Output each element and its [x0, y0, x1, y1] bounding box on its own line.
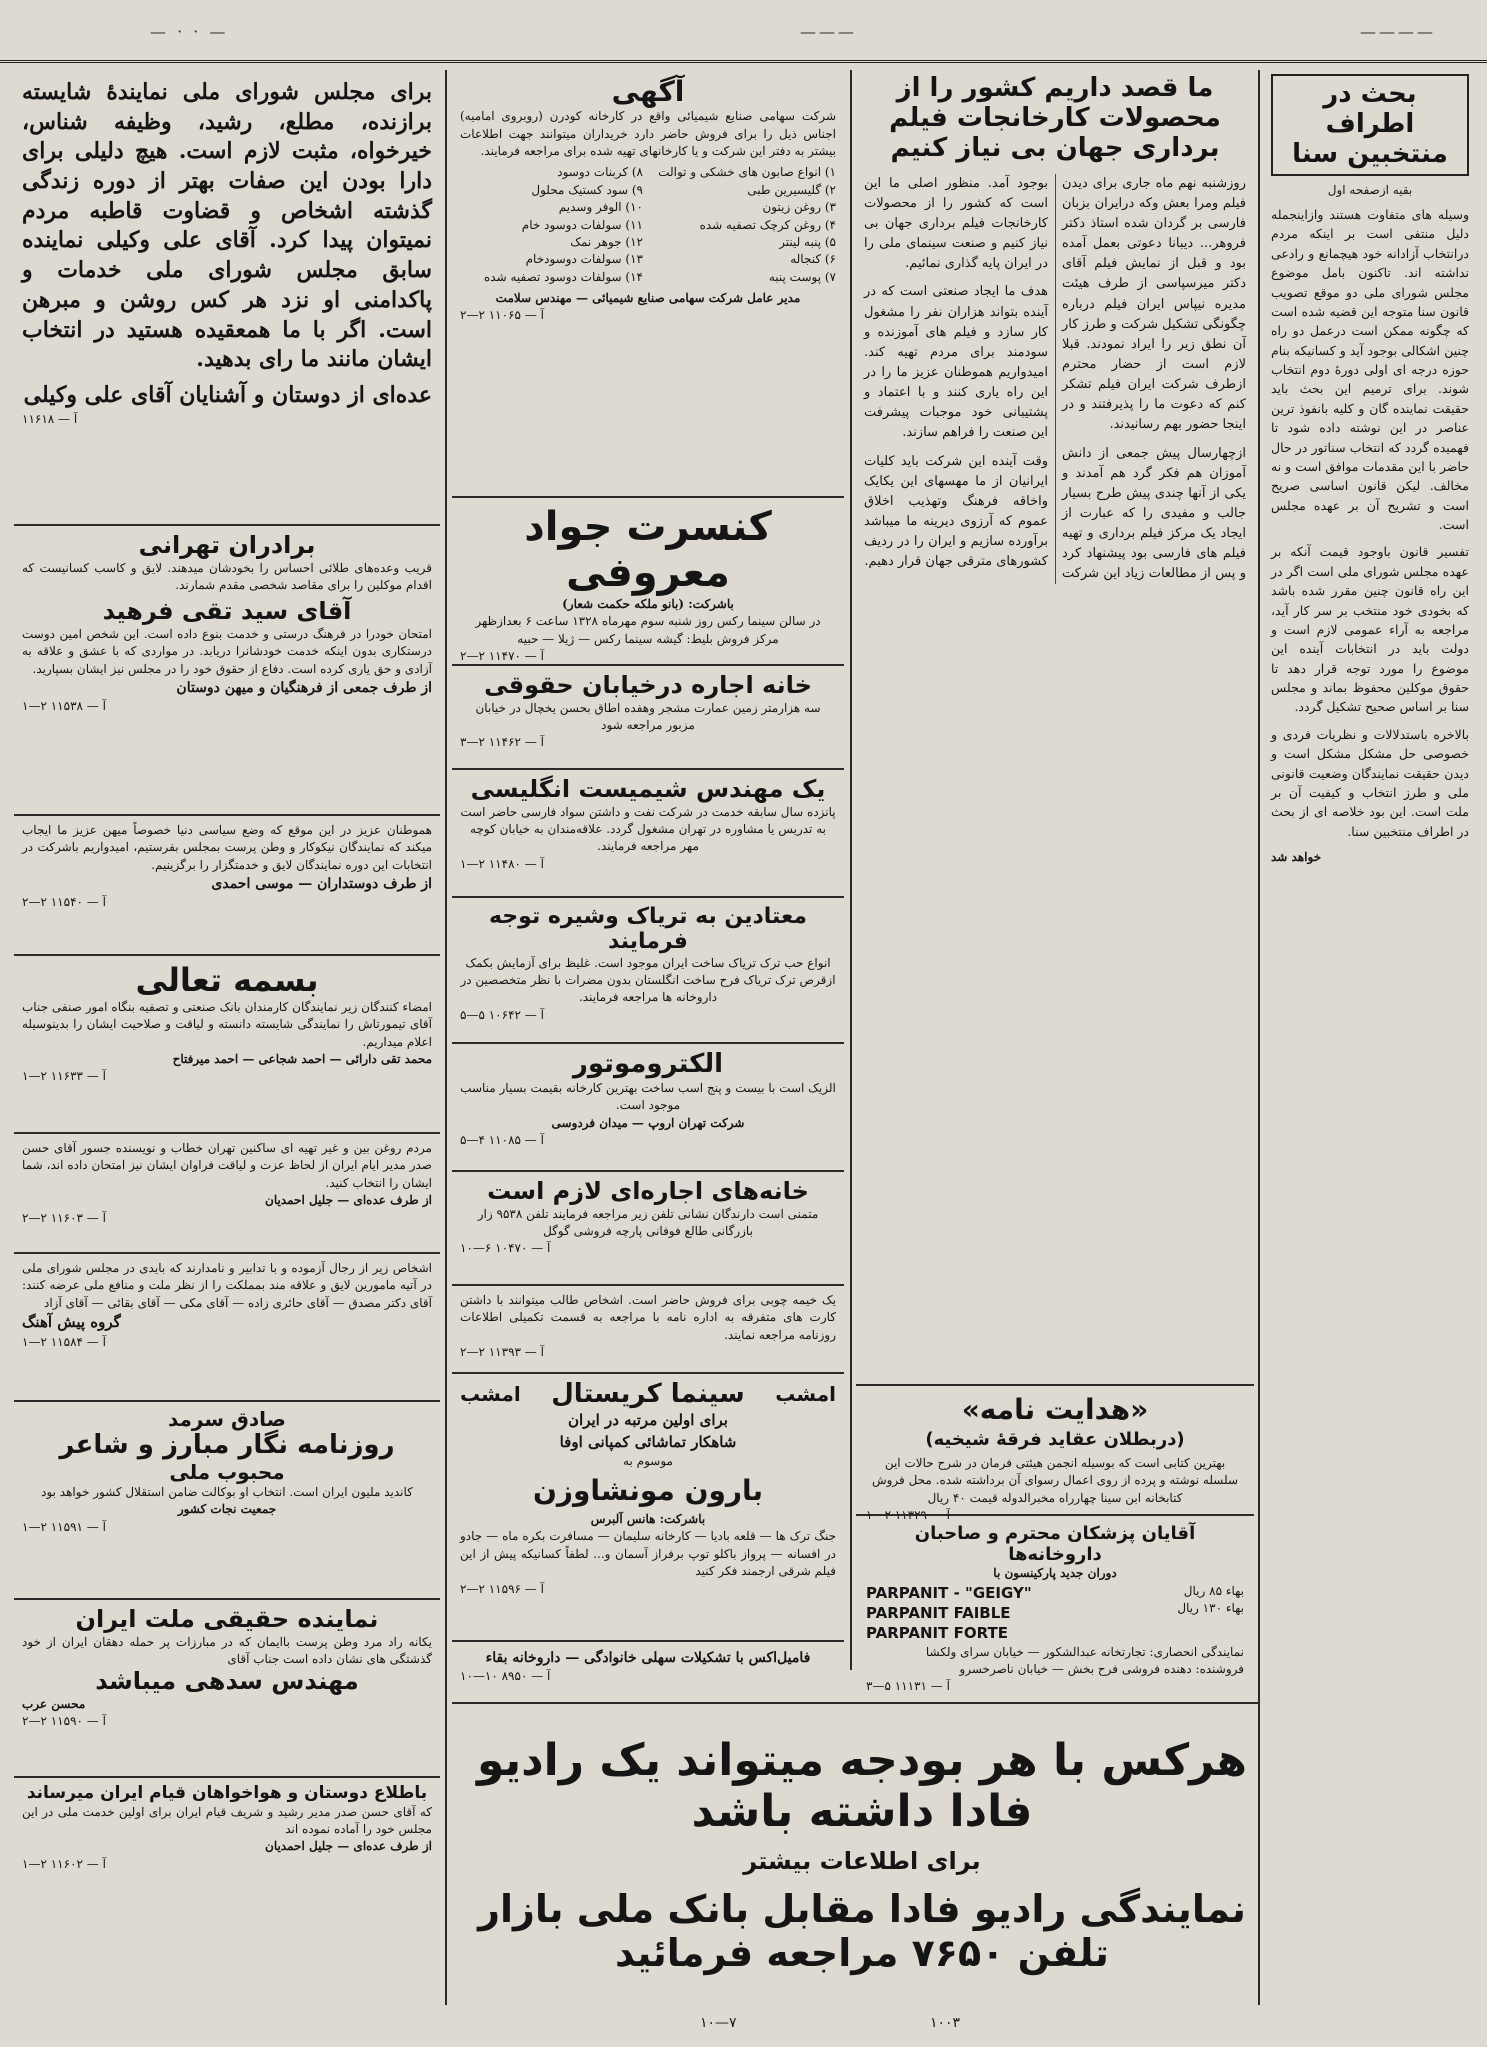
ad-line: برای اولین مرتبه در ایران	[568, 1410, 728, 1429]
ad-code: آ — ۱۱۴۶۲ ۲—۳	[460, 735, 544, 750]
ad-title: بسمه تعالی	[135, 961, 319, 999]
section-rule	[452, 496, 844, 498]
ad-tonight: امشب	[775, 1382, 836, 1407]
section-rule	[452, 768, 844, 770]
ad-body: که آقای حسن صدر مدیر رشید و شریف قیام ایران برای اولین خدمت ملی در این مجلس خود را آماده نموده اند	[22, 1804, 432, 1836]
article-body: روزشنبه نهم ماه جاری برای دیدن فیلم ومرا بعش وکه درایران بزبان فارسی بر گردان شده استاذ دکتر فروهر... دیبانا دعوتی بعمل آمده بود و قبل از نمایش فیلم آقای دکتر میرسپاسی از طرف هیئت مدیره نیپاس ایران فیلم درباره چگونگی تشکیل شرکت و طرز کار آن نطق زیر را ایراد نمودند. قبلا لازم است از حضار محترم ازطرف شرکت ایران فیلم تشکر کنم که دعوت ما را پذیرفتند و در اینجا حضور بهم رسانیدند.	[1062, 175, 1246, 433]
ad-signature: از طرف عده‌ای — جلیل احمدیان	[265, 1839, 432, 1854]
ad-item: ۶) کنجاله	[790, 252, 836, 267]
ad-title: آقای سید تقی فرهید	[102, 597, 352, 626]
ad-body: متمنی است دارندگان نشانی تلفن زیر مراجعه فرمایند تلفن ۹۵۳۸ زار بازرگانی طالع فوفانی پارچه فروشی گوگل	[477, 1206, 819, 1238]
section-rule	[452, 1284, 844, 1286]
article-subtitle: بقیه ازصفحه اول	[1327, 182, 1413, 197]
ad-code: آ — ۱۱۴۸۰ ۲—۱	[460, 856, 544, 871]
ad-price: بهاء ۸۵ ریال	[1183, 1583, 1244, 1598]
ad-item: ۲) گلیسیرین طبی	[747, 182, 836, 197]
ad-signature: از طرف دوستداران — موسی احمدی	[211, 876, 432, 893]
column-right-article	[1265, 70, 1475, 2005]
ad-title: روزنامه نگار مبارز و شاعر	[59, 1430, 395, 1460]
ad-sedehi	[14, 1602, 440, 1772]
article-title: بحث در اطراف منتخبین سنا	[1271, 74, 1469, 176]
ad-small-notice	[452, 1288, 844, 1368]
brand-name: PARPANIT FORTE	[866, 1624, 1008, 1643]
masthead-mark-left: — · · —	[150, 22, 229, 41]
ad-item: ۱۴) سولفات دوسود تصفیه شده	[483, 269, 643, 284]
ad-title: الکتروموتور	[572, 1049, 724, 1079]
ad-line: در سالن سینما رکس روز شنبه سوم مهرماه ۱۳۲۸ ساعت ۶ بعدازظهر	[475, 614, 821, 629]
ad-radio-fada	[452, 1705, 1272, 2005]
ad-body: انواع حب ترک تریاک ساخت ایران موجود است. غلیظ برای آزمایش بکمک ازقرص ترک تریاک فرح ساخت انگلستان بدون مضرات با نظر متخصصین در داروخانه ها مراجعه فرمایند.	[460, 955, 836, 1005]
ad-code: آ — ۱۱۰۶۵ ۲—۲	[460, 308, 544, 323]
candidate-name: مهندس سدهی میباشد	[95, 1667, 359, 1696]
ad-title: معتادین به تریاک وشیره توجه فرمایند	[488, 904, 808, 955]
ad-cinema-crystal	[452, 1376, 844, 1636]
ad-item: ۱۱) سولفات دوسود خام	[521, 217, 643, 232]
ad-title: برادران تهرانی	[138, 531, 316, 559]
ad-chemist	[452, 772, 844, 892]
ad-title: آقایان پزشکان محترم و صاحبان داروخانه‌ها	[914, 1523, 1196, 1565]
ad-item: ۳) روغن زیتون	[762, 200, 836, 215]
ad-contact: نمایندگی رادیو فادا مقابل بانک ملی بازار تلفن ۷۶۵۰ مراجعه فرمائید	[478, 1887, 1246, 1975]
ad-title: آگهی	[611, 75, 685, 108]
ad-signature: عده‌ای از دوستان و آشنایان آقای علی وکیلی	[23, 381, 432, 408]
ad-title: کنسرت جواد معروفی	[524, 504, 772, 596]
ad-shop: فروشنده: دهنده فروشی فرح بخش — خیابان ناصرخسرو	[959, 1661, 1244, 1676]
section-rule	[452, 664, 844, 666]
ad-sadegh-sarmad	[14, 1404, 440, 1594]
ad-company: شرکت تهران اروپ — میدان فردوسی	[551, 1115, 745, 1130]
ad-signature: از طرف جمعی از فرهنگیان و میهن دوستان	[176, 680, 432, 697]
ad-body: امتحان خودرا در فرهنگ درستی و خدمت بنوع داده است. این شخص امین دوست درستکاری بدون اینکه خدمت خودشانرا دریابد. در مواردی که با عشق و علاقه به آزادی و حق یاری کرده است. دفاع از حقوق خود را در مجلس نیز ایشان بسپارید.	[22, 626, 432, 676]
film-title: بارون مونشاوزن	[532, 1473, 764, 1507]
ad-item-list	[460, 164, 836, 286]
article-body: هدف ما ایجاد صنعتی است که در آینده بتواند هزاران نفر را مشغول کار سازد و فیلم های آموزنده و سودمند برای مردم تهیه کند. امیدواریم هموطنان عزیز ما را در این راه یاری کنند و با اعتماد و پشتیبانی خود موجبات پیشرفت این صنعت را فراهم سازند.	[864, 284, 1048, 441]
ad-body: سه هزارمتر زمین عمارت مشجر وهفده اطاق بحسن یخچال در خیابان مزبور مراجعه شود	[475, 700, 821, 732]
page-ref: ۱۰—۷	[700, 2015, 737, 2031]
article-body: وقت آینده این شرکت باید کلیات ایرانیان از ما مهسهای این یکایک واخاقه فرهنگ وتهذیب اخلاق عموم که آرزوی دیرینه ما میباشد برآورده سازیم و ایران را در ردیف کشورهای مترقی جهان قرار دهیم.	[864, 453, 1048, 570]
article-columns	[864, 174, 1246, 585]
article-title: ما قصد داریم کشور را از محصولات کارخانجات فیلم برداری جهان بی نیاز کنیم	[889, 73, 1221, 163]
ad-prices	[1134, 1583, 1244, 1644]
ad-code: آ — ۱۱۶۱۸	[22, 411, 78, 426]
ad-title: «هدایت نامه»	[961, 1393, 1149, 1426]
ad-signature: مدیر عامل شرکت سهامی صنایع شیمیائی — مهندس سلامت	[495, 291, 801, 306]
ad-line: شاهکار تماشائی کمپانی اوفا	[559, 1432, 737, 1451]
ad-line: دوران جدید پارکینسون با	[993, 1566, 1117, 1581]
article-body: تفسیر قانون باوجود قیمت آنکه بر عهده مجلس شورای ملی است اگر در این راه قانون چنین مقرر شده باشد که بخودی خود منتخب بر سر کار آید، مراجعه به آراء عمومی لازم است و دولت باید در انتخابات آینده این موضوع را مورد توجه قرار دهد تا حقوق موکلین محفوظ بماند و مجلس سنا بر اساس صحیح تشکیل گردد.	[1271, 544, 1469, 715]
ad-body: الزیک است با بیست و پنج اسب ساخت بهترین کارخانه بقیمت بسیار مناسب موجود است.	[460, 1080, 836, 1113]
ad-title: باطلاع دوستان و هواخواهان قیام ایران میرساند	[26, 1783, 428, 1803]
ad-code: آ — ۱۱۵۹۰ ۲—۲	[22, 1714, 106, 1729]
ad-family	[452, 1644, 844, 1700]
ad-code: آ — ۱۱۵۹۶ ۲—۲	[460, 1581, 544, 1596]
ad-tonight: امشب	[460, 1382, 521, 1407]
ad-title: خانه‌های اجاره‌ای لازم است	[487, 1177, 809, 1205]
ad-tehrani-farhid	[14, 528, 440, 810]
column-rule	[850, 70, 852, 1670]
ad-subtitle: (دربطلان عقاید فرقهٔ شیخیه)	[925, 1429, 1185, 1451]
ad-chemical-notice	[452, 72, 844, 492]
section-rule	[14, 1598, 440, 1600]
ad-body: مردم روغن بین و غیر تهیه ای ساکنین تهران خطاب و نویسنده جسور آقای حسن صدر مدیر ایام ایران از لحاظ عزت و لیاقت فراوان ایشان نیز امتحان داده اند، شما ایشان را انتخاب کنید.	[22, 1141, 432, 1190]
brand-name: PARPANIT FAIBLE	[866, 1604, 1011, 1623]
section-rule	[856, 1514, 1254, 1516]
ad-headline: هرکس با هر بودجه میتواند یک رادیو فادا داشته باشد	[476, 1735, 1248, 1837]
ad-body: یکانه راد مرد وطن پرست باایمان که در مبارزات پر حمله دهقان ایران از خود گذشتگی های نشان داده است جناب آقای	[22, 1634, 432, 1666]
ad-title: خانه اجاره درخیابان حقوقی	[484, 671, 812, 699]
ad-code: آ — ۱۰۶۴۲ ۵—۵	[460, 1007, 544, 1022]
ad-body: امضاء کنندگان زیر نمایندگان کارمندان بانک صنعتی و تصفیه بنگاه امور صنفی جناب آقای تیمورتاش را نمایندگی شایسته دانسته و لیاقت و صلاحیت ایشان را بدینوسیله اعلام میداریم.	[22, 999, 432, 1049]
section-rule	[14, 954, 440, 956]
ad-item: ۷) پوست پنبه	[768, 269, 836, 284]
ad-body: قریب وعده‌های طلائی احساس را بخودشان میدهند. لایق و کاسب کسانیست که اقدام موکلین را برای مقاصد شخصی مقدم شمارند.	[22, 560, 432, 592]
ad-qiam-iran	[14, 1780, 440, 1890]
section-rule	[452, 1042, 844, 1044]
ad-concert	[452, 500, 844, 664]
section-rule	[14, 1132, 440, 1134]
ad-house-rent	[452, 668, 844, 764]
ad-body: برای مجلس شورای ملی نمایندهٔ شایسته برازنده، مطلع، رشید، وظیفه شناس، خیرخواه، مثبت لازم است. هیچ دلیلی برای دارا بودن این صفات بهتر از دوره زندگی گذشته اشخاص و قضاوت قاطبه مردم نمیتوان پیدا کرد. آقای علی وکیلی نماینده سابق مجلس شورای ملی خدمات و پاکدامنی او نزد هر کس روشن و مبرهن است. اگر با ما همعقیده هستید در انتخاب ایشان مانند ما رای بدهید.	[22, 79, 432, 373]
ad-item: ۱) انواع صابون های خشکی و توالت	[658, 165, 836, 180]
ad-code: آ — ۱۱۵۹۱ ۲—۱	[22, 1519, 106, 1534]
ad-intro: شرکت سهامی صنایع شیمیائی واقع در کارخانه کودرن (روبروی امامیه) اجناس ذیل را برای فروش حاضر دارد خریداران میتوانند جهت اطلاعات بیشتر به دفتر این شرکت و یا کارخانهای تهیه شده برای مراجعه فرمایند.	[460, 109, 836, 158]
ad-body: فامیل‌اکس با تشکیلات سهلی خانوادگی — داروخانه بقاء	[485, 1650, 811, 1666]
column-rule	[445, 70, 447, 2005]
article-body: ازچهارسال پیش جمعی از دانش آموزان هم فکر گرد هم آمدند و یکی از آنها چندی پیش طرح بسیار جالب و مفیدی را که عبارت از ایجاد یک مرکز فیلم برداری و تهیه فیلم های فارسی بود پیشنهاد کرد و پس از مطالعات زیاد این شرکت بوجود آمد. منظور اصلی ما این است که کشور را از محصولات کارخانجات فیلم برداری جهان بی نیاز کنیم و صنعت سینمای ملی را در ایران پایه گذاری نمائیم.	[864, 175, 1246, 582]
ad-electromotor	[452, 1046, 844, 1166]
ad-signature: جمعیت نجات کشور	[177, 1502, 277, 1517]
ad-code: آ — ۱۱۵۸۴ ۲—۱	[22, 1334, 106, 1349]
section-rule	[452, 1372, 844, 1374]
ad-agent: نمایندگی انحصاری: تجارتخانه عبدالشکور — خیابان سرای ولکشا	[925, 1644, 1244, 1659]
ad-hedayat-nameh	[856, 1390, 1254, 1510]
ad-item: ۱۰) الوفر وسدیم	[558, 200, 643, 215]
ad-code: آ — ۱۰۴۷۰ ۶—۱۰	[460, 1241, 551, 1256]
article-closing: خواهد شد	[1271, 850, 1322, 865]
ad-code: آ — ۱۱۶۳۳ ۲—۱	[22, 1069, 106, 1084]
ad-subline: برای اطلاعات بیشتر	[743, 1847, 981, 1875]
ad-parpanit	[856, 1520, 1254, 1700]
ad-price: بهاء ۱۳۰ ریال	[1177, 1601, 1244, 1616]
ad-addicts	[452, 900, 844, 1038]
article-body: بالاخره باستدلالات و نظریات فردی و خصوصی حل مشکل مشکل است و دیدن حقیقت نمایندگان وضعیت قانونی ملی و طرز انتخاب و کیفیت آن بر ملت است. این بود خلاصه ای از بحث در اطراف منتخبین سنا.	[1271, 726, 1469, 839]
ad-vakili	[14, 72, 440, 520]
ad-code: آ — ۱۱۱۳۱ ۵—۳	[866, 1679, 950, 1694]
ad-signature: از طرف عده‌ای — جلیل احمدیان	[265, 1193, 432, 1208]
ad-pishahang	[14, 1256, 440, 1396]
ad-code: آ — ۱۱۶۰۳ ۲—۲	[22, 1210, 106, 1225]
ad-line: باشرکت: (بانو ملکه حکمت شعار)	[562, 597, 734, 611]
ad-besmeh	[14, 958, 440, 1128]
ad-title: یک مهندس شیمیست انگلیسی	[470, 775, 826, 803]
section-rule	[14, 814, 440, 816]
section-rule	[14, 1776, 440, 1778]
masthead-mark-right: ————	[1360, 22, 1436, 41]
page-ref: ۱۰۰۳	[930, 2015, 961, 2031]
ad-code: آ — ۱۱۵۴۰ ۲—۲	[22, 895, 106, 910]
section-rule	[856, 1384, 1254, 1386]
ad-code: آ — ۱۱۰۸۵ ۴—۵	[460, 1133, 544, 1148]
ad-body: کاندید ملیون ایران است. انتخاب او بوکالت ضامن استقلال کشور خواهد بود	[41, 1484, 413, 1499]
ad-code: آ — ۱۱۴۷۰ ۲—۲	[460, 649, 544, 664]
ad-item: ۹) سود کستیک محلول	[531, 182, 643, 197]
ad-line: محبوب ملی	[169, 1459, 285, 1484]
article-body: وسیله های متفاوت هستند وازاینجمله دلیل منتفی است بر اینکه مردم درانتخاب آزادانه خود هیچمانع و رادعی نداشته اند. تاکنون بامل موضوع مجلس شورای ملی دو موقع تصویب قانون سنا متوجه این قضیه شده است که چگونه ممکن است درعمل دو راه چنین اشکالی بوجود آید و کسانیکه بنام حوزه درجه ای اولی دورهٔ دوم انتخاب شوند. برای ترمیم این بحث باید حقیقت نماینده گان و کلیه بانفوذ ترین عناصر در این نوشته داده شود تا فهمیده گردد که انتخاب سناتور در حال حاضر با این مقدمات موافق است و نه مخالف. لیکن قانون اساسی صریح است و تشریح آن بر عهده مجلس است.	[1271, 207, 1469, 533]
ad-brands	[866, 1583, 1032, 1644]
ad-item: ۱۲) جوهر نمک	[570, 234, 643, 249]
ad-code: آ — ۱۱۶۰۲ ۲—۱	[22, 1856, 106, 1871]
ad-hamvatan	[14, 818, 440, 950]
column-film-article	[856, 70, 1254, 1380]
ad-line: موسوم به	[623, 1454, 673, 1469]
section-rule	[14, 524, 440, 526]
ad-item: ۵) پنبه لینتر	[779, 234, 836, 249]
ad-line: صادق سرمد	[168, 1407, 286, 1431]
ad-signature: محمد تقی دارائی — احمد شجاعی — احمد میرفتاح	[172, 1051, 432, 1066]
masthead-rule	[0, 0, 1487, 63]
section-rule	[14, 1252, 440, 1254]
ad-item: ۸) کربنات دوسود	[557, 165, 643, 180]
ad-code: آ — ۸۹۵۰ ۱۰—۱۰	[460, 1669, 551, 1684]
section-rule	[452, 896, 844, 898]
ad-body: اشخاص زیر از رجال آزموده و با تدابیر و نامدارند که بایدی در مجلس شورای ملی در آتیه مامورین لایق و علاقه مند بمملکت را از نظر ملت و منافع ملی عرضه کنند: آقای دکتر مصدق — آقای حائری زاده — آقای مکی — آقای بقائی — آقای آزاد	[22, 1261, 432, 1310]
section-rule	[452, 1170, 844, 1172]
ad-body: یک خیمه چوبی برای فروش حاضر است. اشخاص طالب میتوانند با داشتن کارت های متفرقه به اداره نامه با مراجعه به قسمت تکمیلی اطلاعات روزنامه مراجعه نمایند.	[460, 1293, 836, 1342]
section-rule	[452, 1702, 1258, 1704]
section-rule	[452, 1640, 844, 1642]
ad-houses-wanted	[452, 1174, 844, 1280]
cinema-name: سینما کریستال	[551, 1379, 745, 1409]
ad-body: جنگ ترک ها — قلعه بادیا — کارخانه سلیمان — مسافرت بکره ماه — جادو در افسانه — پرواز باکلو توپ برفراز آسمان و... لطفاً کسانیکه پیش از این فیلم شرقی ارجمند فکر کنید	[460, 1529, 836, 1579]
ad-body: بهترین کتابی است که بوسیله انجمن هیئتی فرمان در شرح حالات این سلسله نوشته و پرده از روی اعمال رسوای آن برداشته شده. محل فروش کتابخانه ابن سینا چهارراه مخبرالدوله قیمت ۴۰ ریال	[871, 1455, 1239, 1505]
ad-code: آ — ۱۱۵۳۸ ۲—۱	[22, 699, 106, 714]
ad-body: پانزده سال سابقه خدمت در شرکت نفت و داشتن سواد فارسی حاضر است به تدریس یا مشاوره در تهران مشغول گردد. علاقه‌مندان به خیابان کوچه مهر مراجعه فرمایند.	[460, 804, 836, 854]
section-rule	[14, 1400, 440, 1402]
ad-code: آ — ۱۱۳۹۳ ۲—۲	[460, 1345, 544, 1360]
brand-name: PARPANIT - "GEIGY"	[866, 1583, 1032, 1602]
ad-body: هموطنان عزیز در این موقع که وضع سیاسی دنیا خصوصاً میهن عزیز ما ایجاب میکند که نمایندگان نیکوکار و وطن پرست بمجلس بفرستیم، امیدواریم باشرکت در انتخابات این دوره نمایندگان لایق و خدمتگزار را برگزینیم.	[22, 823, 432, 872]
ad-signature: گروه پیش آهنگ	[22, 1313, 121, 1332]
ad-signature: محسن عرب	[22, 1696, 86, 1711]
ad-title: نماینده حقیقی ملت ایران	[75, 1605, 379, 1633]
ad-roghan	[14, 1136, 440, 1248]
film-cast: باشرکت: هانس آلبرس	[590, 1511, 706, 1526]
masthead-mark-mid: ———	[800, 22, 857, 41]
ad-line: مرکز فروش بلیط: گیشه سینما رکس — ژیلا — حبیه	[517, 631, 779, 646]
ad-item: ۱۳) سولفات دوسودخام	[525, 252, 643, 267]
ad-item: ۴) روغن کرچک تصفیه شده	[699, 217, 836, 232]
